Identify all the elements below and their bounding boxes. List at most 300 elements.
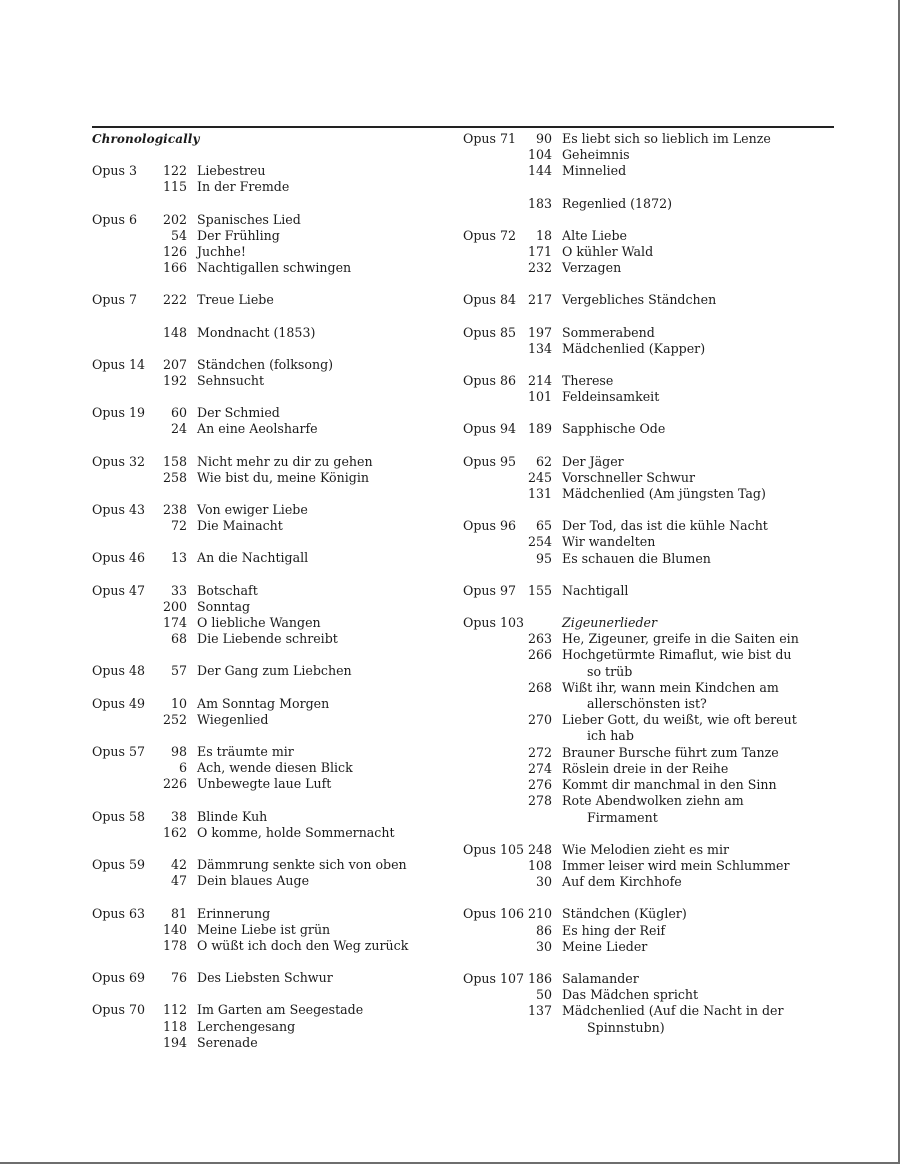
song-entry [463,260,834,276]
song-number: 276 [527,777,552,793]
song-title: Feldeinsamkeit [562,389,660,405]
song-entry [92,696,437,712]
song-title: O komme, holde Sommernacht [197,824,395,840]
song-number: 171 [527,244,552,260]
opus-group [463,421,834,437]
song-number: 140 [162,921,187,937]
song-number: 24 [170,421,187,437]
song-number: 118 [162,1018,187,1034]
song-entry [463,745,834,761]
song-title: Treue Liebe [197,292,274,308]
song-number: 158 [162,453,187,469]
song-entry [463,874,834,890]
song-title: Lerchengesang [197,1018,296,1034]
song-title: Juchhe! [197,244,246,260]
song-number: 126 [162,244,187,260]
opus-group [92,292,437,308]
song-entry [92,357,437,373]
opus-group [463,373,834,405]
left-column [92,131,437,1051]
song-entry [92,292,437,308]
song-title: Der Jäger [562,453,624,469]
song-entry [92,809,437,825]
opus-label: Opus 58 [92,808,145,824]
song-number: 65 [535,518,552,534]
song-entry [92,970,437,986]
song-title: Immer leiser wird mein Schlummer [562,857,790,873]
song-number: 30 [535,938,552,954]
song-title: Wiegenlied [197,711,269,727]
song-number: 144 [527,163,552,179]
song-title: Rote Abendwolken ziehn am [562,793,744,809]
song-number: 57 [170,663,187,679]
song-title: Wie Melodien zieht es mir [562,841,730,857]
song-number: 197 [527,324,552,340]
opus-group [463,971,834,1036]
song-title: In der Fremde [197,179,290,195]
song-entry [463,325,834,341]
song-entry [92,938,437,954]
song-entry [92,776,437,792]
song-title: Ständchen (folksong) [197,356,334,372]
song-entry [463,987,834,1003]
song-title: Der Gang zum Liebchen [197,663,352,679]
song-entry [92,373,437,389]
song-title: O kühler Wald [562,244,654,260]
opus-group [92,857,437,889]
song-entry [463,454,834,470]
song-number: 245 [527,469,552,485]
opus-label: Opus 59 [92,857,145,873]
opus-group [92,163,437,195]
song-number: 178 [162,937,187,953]
song-number: 112 [162,1002,187,1018]
song-title: Spanisches Lied [197,211,301,227]
opus-group [92,325,437,341]
song-number: 200 [162,598,187,614]
song-title: Die Mainacht [197,518,283,534]
song-entry [92,212,437,228]
section-heading: Chronologically [92,132,200,146]
song-number: 104 [527,147,552,163]
song-number: 210 [527,906,552,922]
song-title: Mädchenlied (Auf die Nacht in der [562,1003,784,1019]
song-number: 186 [527,970,552,986]
song-number: 98 [170,744,187,760]
song-title: Nicht mehr zu dir zu gehen [197,453,373,469]
song-number: 122 [162,163,187,179]
song-title: Mädchenlied (Am jüngsten Tag) [562,486,766,502]
opus-group [92,970,437,986]
song-number: 42 [170,857,187,873]
opus-group [92,405,437,437]
opus-label: Opus 19 [92,405,145,421]
opus-label: Opus 49 [92,695,145,711]
song-title: Salamander [562,970,639,986]
song-title: Dämmrung senkte sich von oben [197,857,407,873]
song-title: Meine Liebe ist grün [197,921,331,937]
song-title: Ach, wende diesen Blick [197,760,353,776]
song-entry [92,1019,437,1035]
song-entry [92,421,437,437]
song-title: Vorschneller Schwur [562,469,695,485]
opus-label: Opus 47 [92,582,145,598]
song-number: 18 [535,227,552,243]
opus-label: Opus 107 [463,970,525,986]
song-title: Vergebliches Ständchen [562,292,717,308]
opus-label: Opus 95 [463,453,516,469]
song-number: 266 [527,647,552,663]
song-entry [92,857,437,873]
song-entry [92,663,437,679]
song-number: 226 [162,776,187,792]
song-number: 137 [527,1003,552,1019]
song-entry [463,341,834,357]
song-title: Wißt ihr, wann mein Kindchen am [562,679,779,695]
song-number: 68 [170,631,187,647]
opus-group [463,842,834,891]
song-entry [463,131,834,147]
song-title: Wie bist du, meine Königin [197,469,369,485]
song-number: 174 [162,615,187,631]
song-entry [92,760,437,776]
opus-group [92,357,437,389]
song-title: Im Garten am Seegestade [197,1002,364,1018]
song-title: Botschaft [197,582,258,598]
opus-group [92,744,437,793]
song-entry [463,163,834,179]
song-title: Von ewiger Liebe [197,502,308,518]
song-title: Sonntag [197,598,251,614]
song-number: 217 [527,292,552,308]
song-number: 162 [162,824,187,840]
song-number: 148 [162,324,187,340]
song-title: Der Frühling [197,227,280,243]
song-entry [92,179,437,195]
opus-group [92,696,437,728]
song-entry [463,1003,834,1019]
song-number: 207 [162,356,187,372]
song-title: Therese [562,373,614,389]
song-number: 192 [162,373,187,389]
song-entry [92,260,437,276]
song-title: An eine Aeolsharfe [197,421,318,437]
song-entry [92,518,437,534]
song-entry [92,922,437,938]
song-number: 278 [527,793,552,809]
song-entry [463,147,834,163]
opus-label: Opus 57 [92,744,145,760]
song-title: Nachtigallen schwingen [197,260,352,276]
song-title: Es träumte mir [197,744,294,760]
opus-label: Opus 3 [92,163,137,179]
opus-group [92,212,437,277]
opus-label: Opus 94 [463,421,516,437]
song-entry [92,583,437,599]
song-entry [463,389,834,405]
song-title: Die Liebende schreibt [197,631,338,647]
song-title: Röslein dreie in der Reihe [562,760,729,776]
song-number: 10 [170,695,187,711]
song-entry [92,454,437,470]
song-number: 81 [170,905,187,921]
song-title-continuation: so trüb [587,663,633,679]
song-title: Meine Lieder [562,938,648,954]
song-number: 76 [170,970,187,986]
song-entry [463,761,834,777]
song-entry [92,325,437,341]
song-entry [463,292,834,308]
song-entry [463,631,834,647]
song-entry [463,518,834,534]
song-title: Des Liebsten Schwur [197,970,333,986]
song-title: Alte Liebe [562,227,627,243]
top-rule [92,126,834,128]
song-title-continuation: ich hab [587,728,634,744]
song-entry [92,873,437,889]
song-title-continuation: Firmament [587,809,658,825]
song-title: Unbewegte laue Luft [197,776,332,792]
song-entry [92,1035,437,1051]
song-title: Es hing der Reif [562,922,666,938]
song-number: 72 [170,518,187,534]
song-number: 47 [170,873,187,889]
opus-group [463,454,834,503]
song-entry [92,502,437,518]
opus-group [92,1002,437,1051]
opus-group [92,502,437,534]
song-number: 62 [535,453,552,469]
song-number: 222 [162,292,187,308]
song-entry [92,550,437,566]
song-title: Dein blaues Auge [197,873,310,889]
song-number: 252 [162,711,187,727]
song-number: 232 [527,260,552,276]
song-entry [463,793,834,809]
song-entry [92,405,437,421]
song-title: Liebestreu [197,163,266,179]
song-entry [463,858,834,874]
song-title: Es liebt sich so lieblich im Lenze [562,131,771,146]
song-number: 272 [527,744,552,760]
opus-label: Opus 70 [92,1002,145,1018]
song-number: 189 [527,421,552,437]
song-title: Blinde Kuh [197,808,268,824]
song-number: 54 [170,227,187,243]
opus-group [463,131,834,180]
opus-group [463,906,834,955]
song-number: 90 [535,131,552,146]
opus-group [463,615,834,826]
opus-label: Opus 86 [463,373,516,389]
song-number: 115 [162,179,187,195]
song-title: Brauner Bursche führt zum Tanze [562,744,779,760]
opus-label: Opus 14 [92,356,145,372]
song-number: 274 [527,760,552,776]
song-title-continuation: Spinnstubn) [587,1019,665,1035]
song-entry [463,680,834,696]
song-entry [463,486,834,502]
song-entry [92,228,437,244]
song-entry [92,163,437,179]
opus-label: Opus 103 [463,615,525,631]
song-title: Verzagen [562,260,622,276]
song-entry [463,923,834,939]
opus-group [92,583,437,648]
song-entry [463,228,834,244]
song-entry [463,534,834,550]
song-number: 238 [162,502,187,518]
opus-label: Opus 69 [92,970,145,986]
song-entry [92,631,437,647]
song-entry [463,939,834,955]
song-entry [92,712,437,728]
song-number: 131 [527,486,552,502]
song-title: Serenade [197,1034,258,1050]
song-number: 86 [535,922,552,938]
opus-label: Opus 63 [92,905,145,921]
opus-group [463,583,834,599]
song-number: 50 [535,987,552,1003]
song-number: 95 [535,550,552,566]
song-number: 155 [527,582,552,598]
right-column [463,131,834,1036]
song-title: Der Tod, das ist die kühle Nacht [562,518,768,534]
song-title: Sapphische Ode [562,421,666,437]
song-number: 263 [527,631,552,647]
opus-group [463,518,834,567]
song-title: Minnelied [562,163,627,179]
song-title: Mädchenlied (Kapper) [562,340,706,356]
song-number: 13 [170,550,187,566]
song-number: 6 [178,760,187,776]
song-entry [92,615,437,631]
song-entry [463,196,834,212]
song-title: Erinnerung [197,905,271,921]
opus-group [92,809,437,841]
opus-label: Opus 43 [92,502,145,518]
song-title: Der Schmied [197,405,280,421]
song-number: 60 [170,405,187,421]
song-title: Sehnsucht [197,373,265,389]
opus-label: Opus 71 [463,131,516,146]
opus-group [463,325,834,357]
song-entry [92,744,437,760]
opus-group [92,663,437,679]
song-entry [463,373,834,389]
song-title: Ständchen (Kügler) [562,906,687,922]
song-number: 183 [527,195,552,211]
left-opus-list [92,163,437,1051]
song-number: 30 [535,874,552,890]
song-entry [463,470,834,486]
song-entry [92,244,437,260]
song-number: 194 [162,1034,187,1050]
song-number: 248 [527,841,552,857]
song-number: 258 [162,469,187,485]
song-title: Am Sonntag Morgen [197,695,330,711]
opus-label: Opus 106 [463,906,525,922]
song-number: 38 [170,808,187,824]
song-title: Wir wandelten [562,534,656,550]
opus-group [92,550,437,566]
opus-label: Opus 7 [92,292,137,308]
opus-group [92,906,437,955]
song-number: 270 [527,712,552,728]
opus-label: Opus 72 [463,227,516,243]
song-number: 134 [527,340,552,356]
right-opus-list [463,131,834,1036]
opus-label: Opus 96 [463,518,516,534]
opus-label: Opus 105 [463,841,525,857]
opus-group [463,196,834,212]
song-title: Hochgetürmte Rimaflut, wie bist du [562,647,792,663]
song-title: Mondnacht (1853) [197,324,316,340]
song-entry [92,470,437,486]
song-title: Regenlied (1872) [562,195,673,211]
song-entry [463,842,834,858]
cycle-title: Zigeunerlieder [562,615,658,631]
song-entry [463,244,834,260]
song-number: 101 [527,389,552,405]
opus-label: Opus 97 [463,582,516,598]
song-number: 202 [162,211,187,227]
song-number: 166 [162,260,187,276]
opus-label: Opus 85 [463,324,516,340]
song-title: Auf dem Kirchhofe [562,874,682,890]
song-entry [463,421,834,437]
opus-label: Opus 6 [92,211,137,227]
song-title: Das Mädchen spricht [562,987,699,1003]
song-title: He, Zigeuner, greife in die Saiten ein [562,631,799,647]
opus-group [92,454,437,486]
song-title: Lieber Gott, du weißt, wie oft bereut [562,712,797,728]
song-entry [92,825,437,841]
song-entry [463,583,834,599]
song-title: Sommerabend [562,324,655,340]
song-entry [463,777,834,793]
song-entry [92,1002,437,1018]
song-entry [92,599,437,615]
song-title: An die Nachtigall [197,550,309,566]
song-entry [463,647,834,663]
opus-label: Opus 46 [92,550,145,566]
song-number: 254 [527,534,552,550]
song-entry [463,906,834,922]
song-title: Geheimnis [562,147,630,163]
song-title: Nachtigall [562,582,629,598]
song-number: 108 [527,857,552,873]
song-title-continuation: allerschönsten ist? [587,696,707,712]
song-entry [463,551,834,567]
song-title: O wüßt ich doch den Weg zurück [197,937,409,953]
song-title: O liebliche Wangen [197,615,321,631]
song-number: 268 [527,679,552,695]
opus-group [463,228,834,277]
song-title: Es schauen die Blumen [562,550,711,566]
song-entry [463,712,834,728]
opus-label: Opus 48 [92,663,145,679]
song-number: 33 [170,582,187,598]
opus-label: Opus 32 [92,453,145,469]
song-title: Kommt dir manchmal in den Sinn [562,777,777,793]
opus-group [463,292,834,308]
opus-header-line [463,615,834,631]
opus-label: Opus 84 [463,292,516,308]
song-number: 214 [527,373,552,389]
song-entry [92,906,437,922]
song-entry [463,971,834,987]
